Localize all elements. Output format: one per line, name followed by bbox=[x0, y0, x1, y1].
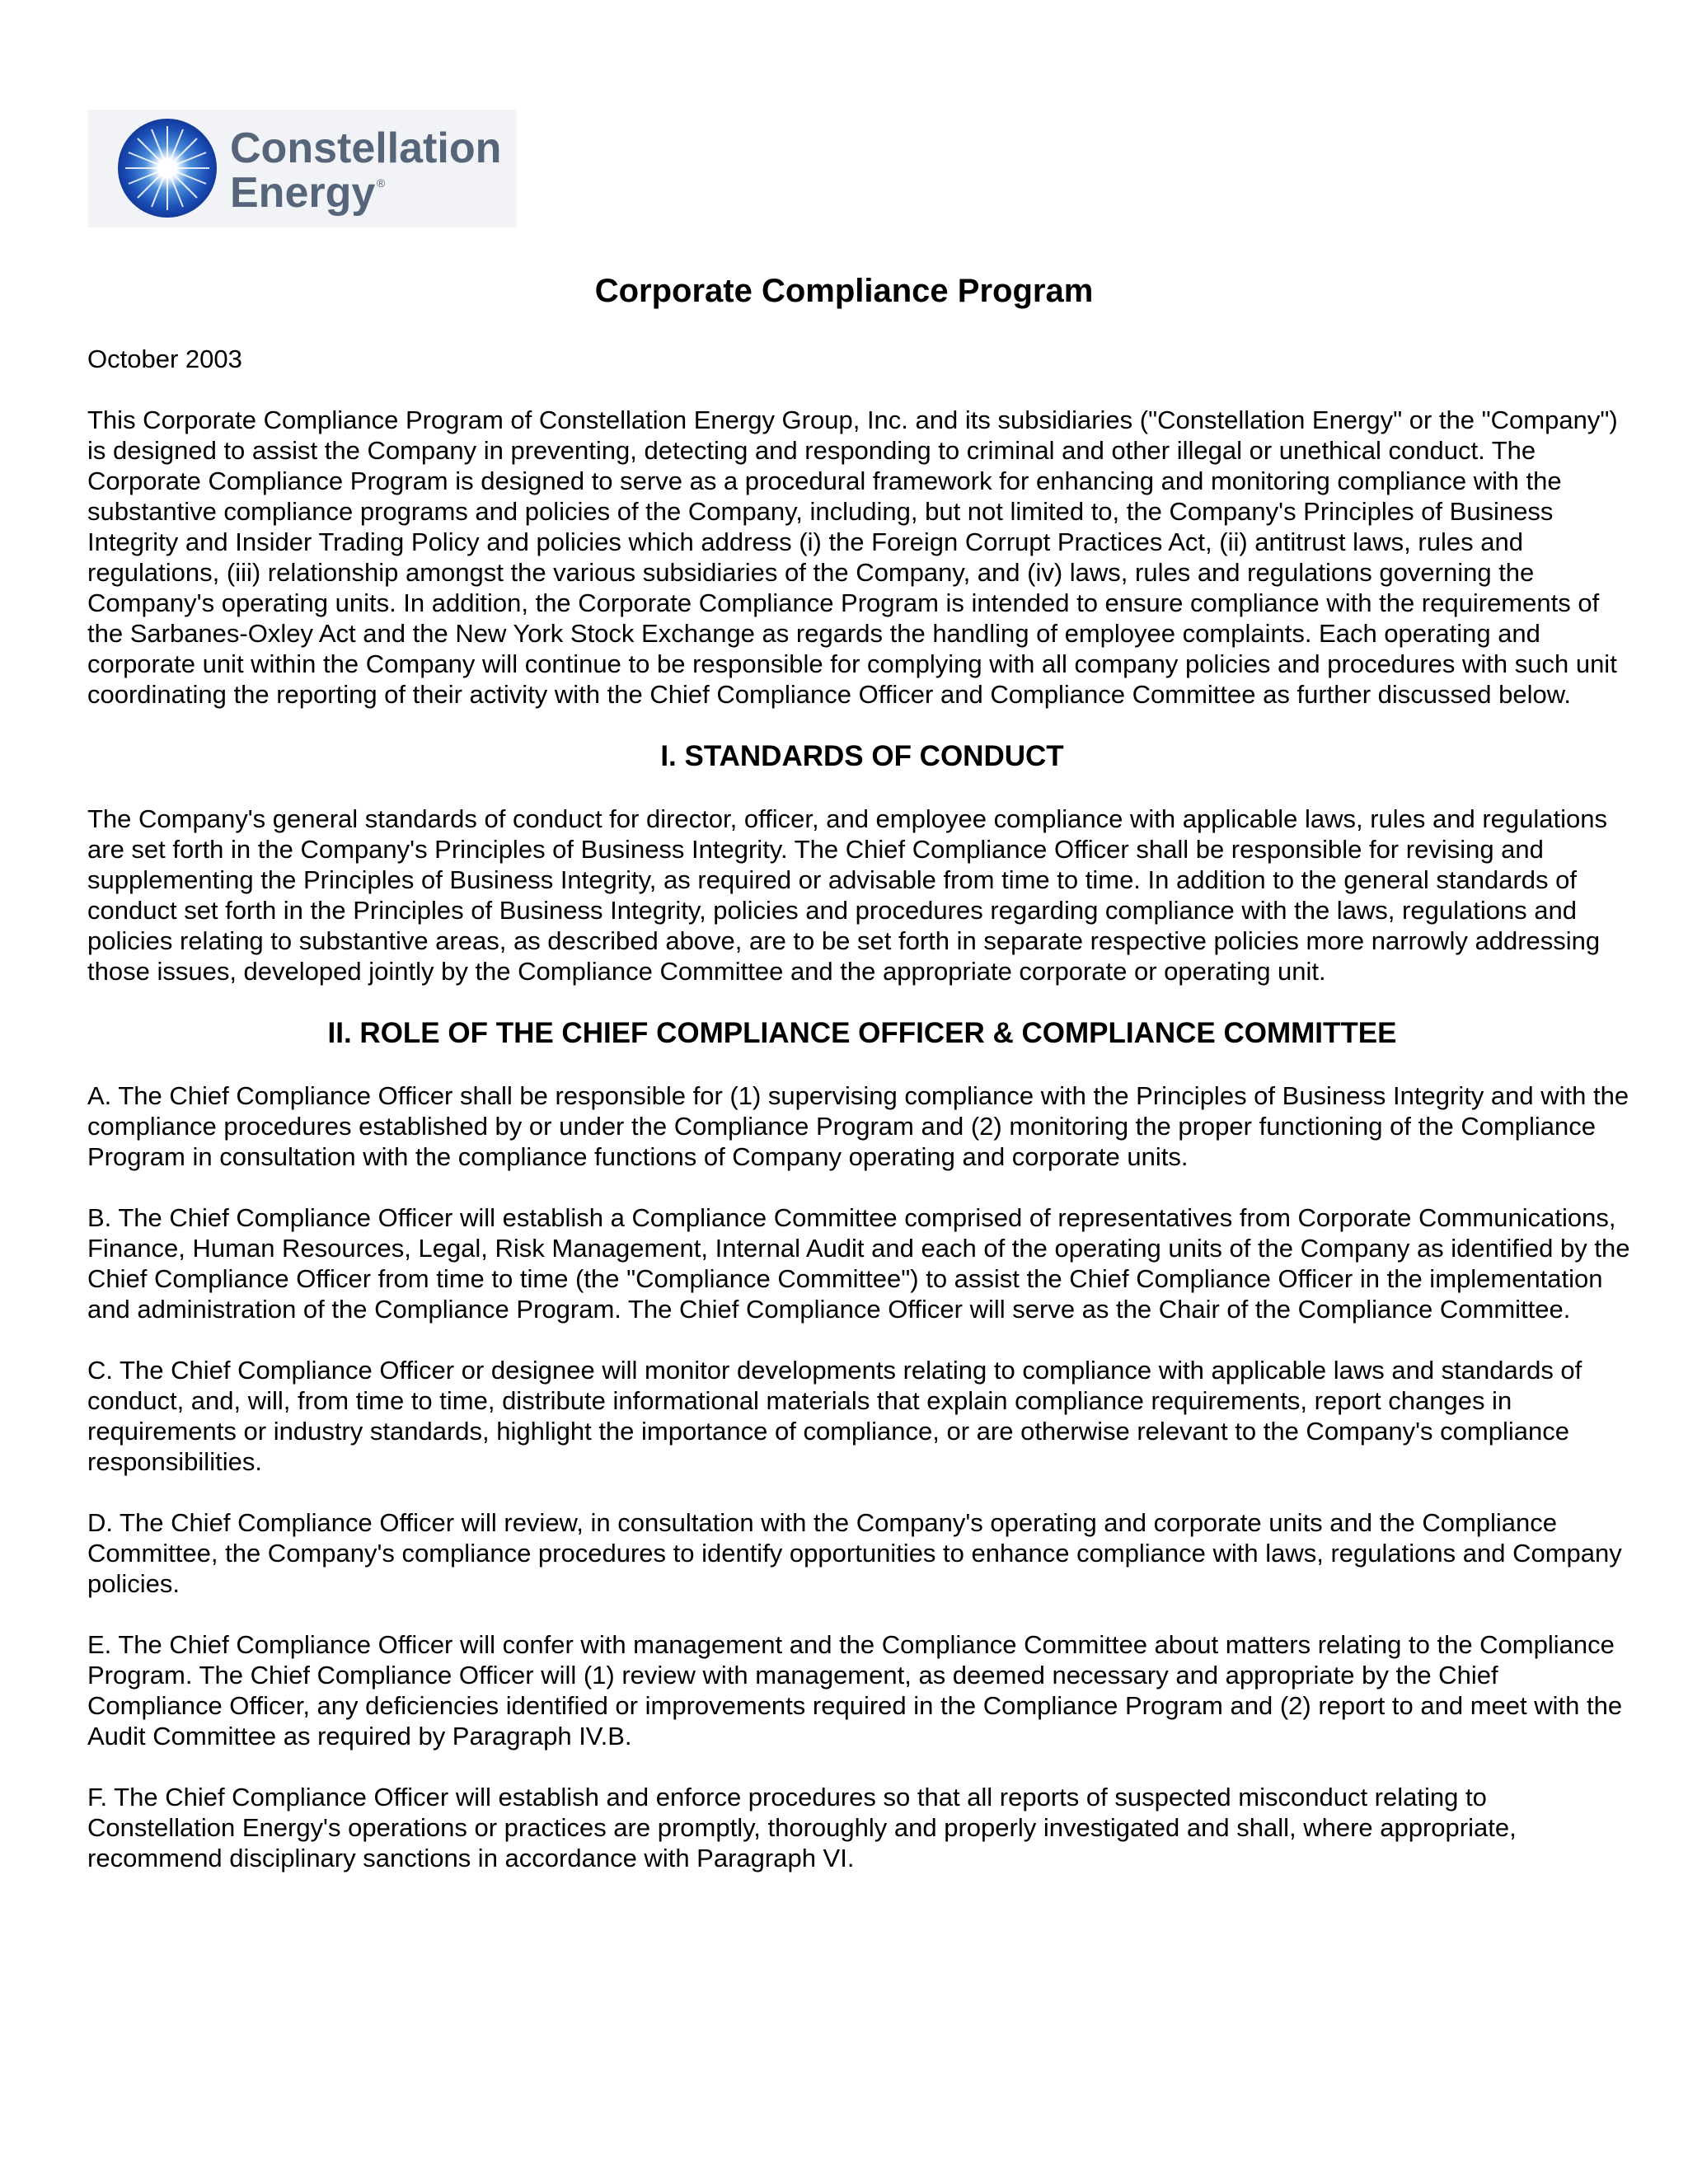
document-date: October 2003 bbox=[87, 344, 242, 373]
cco-paragraph-f: F. The Chief Compliance Officer will establish and enforce procedures so that all reports of suspected misconduct relating to Constellation Energy's operations or practices are promptly, thoroughly and properly investigated and shall, where appropriate, recommend disciplinary sanctions in accordance with Paragraph VI. bbox=[87, 1783, 1517, 1872]
section-heading-standards-of-conduct: I. STANDARDS OF CONDUCT bbox=[660, 740, 1064, 772]
company-logo bbox=[88, 110, 517, 227]
cco-paragraph-d: D. The Chief Compliance Officer will review, in consultation with the Company's operating and corporate units and the Compliance Committee, the Company's compliance procedures to identify opportunities to enhance compliance with laws, regulations and Company policies. bbox=[87, 1508, 1622, 1598]
cco-paragraph-b: B. The Chief Compliance Officer will establish a Compliance Committee comprised of representatives from Corporate Communications, Finance, Human Resources, Legal, Risk Management, Internal Audit and each of the operating units of the Company as identified by the Chief Compliance Officer from time to time (the "Compliance Committee") to assist the Chief Compliance Officer in the implementation and administration of the Compliance Program. The Chief Compliance Officer will serve as the Chair of the Compliance Committee. bbox=[87, 1203, 1630, 1324]
standards-of-conduct-paragraph: The Company's general standards of conduct for director, officer, and employee compliance with applicable laws, rules and regulations are set forth in the Company's Principles of Business Integrity. The Chief Compliance Officer shall be responsible for revising and supplementing the Principles of Business Integrity, as required or advisable from time to time. In addition to the general standards of conduct set forth in the Principles of Business Integrity, policies and procedures regarding compliance with the laws, regulations and policies relating to substantive areas, as described above, are to be set forth in separate respective policies more narrowly addressing those issues, developed jointly by the Compliance Committee and the appropriate corporate or operating unit. bbox=[87, 804, 1607, 986]
section-heading-role-of-cco: II. ROLE OF THE CHIEF COMPLIANCE OFFICER & COMPLIANCE COMMITTEE bbox=[327, 1017, 1397, 1049]
logo-trademark: ® bbox=[377, 176, 386, 190]
logo-wordmark-line2: Energy bbox=[230, 169, 376, 217]
starburst-center bbox=[157, 158, 177, 178]
intro-paragraph: This Corporate Compliance Program of Constellation Energy Group, Inc. and its subsidiaries ("Constellation Energy" or the "Company") is designed to assist the Company in preventing, detecting and responding to criminal and other illegal or unethical conduct. The Corporate Compliance Program is designed to serve as a procedural framework for enhancing and monitoring compliance with the substantive compliance programs and policies of the Company, including, but not limited to, the Company's Principles of Business Integrity and Insider Trading Policy and policies which address (i) the Foreign Corrupt Practices Act, (ii) antitrust laws, rules and regulations, (iii) relationship amongst the various subsidiaries of the Company, and (iv) laws, rules and regulations governing the Company's operating units. In addition, the Corporate Compliance Program is intended to ensure compliance with the requirements of the Sarbanes-Oxley Act and the New York Stock Exchange as regards the handling of employee complaints. Each operating and corporate unit within the Company will continue to be responsible for complying with all company policies and procedures with such unit coordinating the reporting of their activity with the Chief Compliance Officer and Compliance Committee as further discussed below. bbox=[87, 405, 1618, 709]
document-body bbox=[87, 344, 1637, 1904]
logo-wordmark-line1: Constellation bbox=[230, 124, 502, 172]
cco-paragraph-c: C. The Chief Compliance Officer or designee will monitor developments relating to compliance with applicable laws and standards of conduct, and, will, from time to time, distribute informational materials that explain compliance requirements, report changes in requirements or industry standards, highlight the importance of compliance, or are otherwise relevant to the Company's compliance responsibilities. bbox=[87, 1356, 1582, 1476]
constellation-energy-logo bbox=[88, 110, 517, 227]
document-title: Corporate Compliance Program bbox=[594, 273, 1094, 309]
cco-paragraph-e: E. The Chief Compliance Officer will confer with management and the Compliance Committee about matters relating to the Compliance Program. The Chief Compliance Officer will (1) review with management, as deemed necessary and appropriate by the Chief Compliance Officer, any deficiencies identified or improvements required in the Compliance Program and (2) report to and meet with the Audit Committee as required by Paragraph IV.B. bbox=[87, 1630, 1623, 1750]
cco-paragraph-a: A. The Chief Compliance Officer shall be responsible for (1) supervising compliance with the Principles of Business Integrity and with the compliance procedures established by or under the Compliance Program and (2) monitoring the proper functioning of the Compliance Program in consultation with the compliance functions of Company operating and corporate units. bbox=[87, 1081, 1629, 1171]
